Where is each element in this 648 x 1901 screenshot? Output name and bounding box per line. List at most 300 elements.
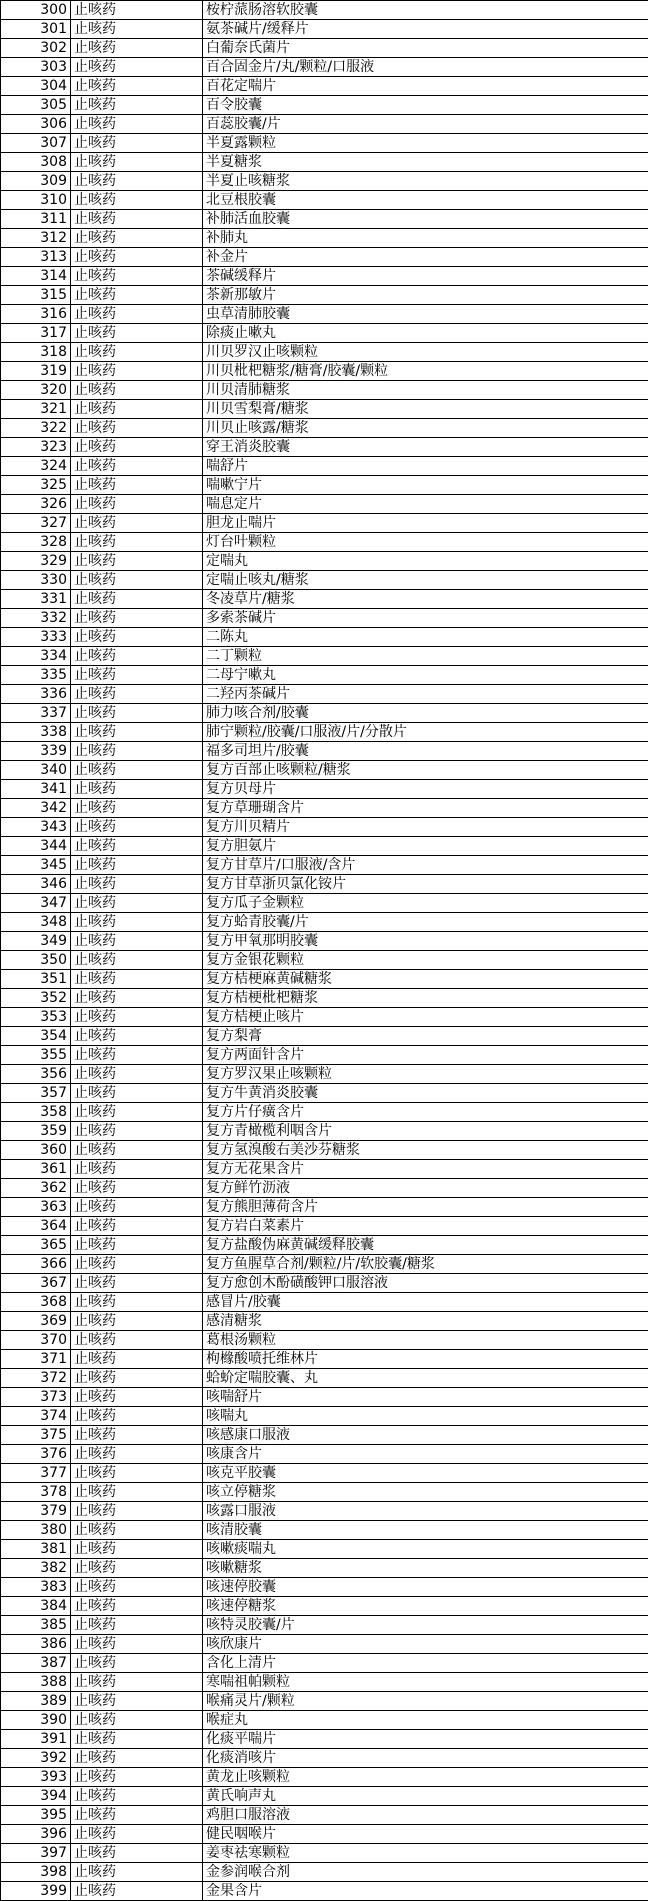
drug-name-cell: 氨茶碱片/缓释片 [203,20,648,39]
table-row [1,1407,648,1426]
row-number-cell: 354 [1,1027,71,1046]
category-cell: 止咳药 [71,1711,203,1730]
drug-name-cell: 咳康含片 [203,1445,648,1464]
table-row [1,1654,648,1673]
drug-name-cell: 茶新那敏片 [203,286,648,305]
table-row [1,1084,648,1103]
row-number-cell: 384 [1,1597,71,1616]
row-number-cell: 375 [1,1426,71,1445]
category-cell: 止咳药 [71,514,203,533]
drug-name-cell: 咳立停糖浆 [203,1483,648,1502]
table-row [1,932,648,951]
table-row [1,134,648,153]
table-row [1,1825,648,1844]
row-number-cell: 353 [1,1008,71,1027]
category-cell: 止咳药 [71,96,203,115]
row-number-cell: 355 [1,1046,71,1065]
category-cell: 止咳药 [71,799,203,818]
table-row [1,1559,648,1578]
row-number-cell: 352 [1,989,71,1008]
table-row [1,1255,648,1274]
table-row [1,20,648,39]
row-number-cell: 302 [1,39,71,58]
table-row [1,875,648,894]
row-number-cell: 342 [1,799,71,818]
row-number-cell: 312 [1,229,71,248]
category-cell: 止咳药 [71,134,203,153]
row-number-cell: 310 [1,191,71,210]
row-number-cell: 346 [1,875,71,894]
table-row [1,362,648,381]
drug-name-cell: 复方岩白菜素片 [203,1217,648,1236]
category-cell: 止咳药 [71,818,203,837]
row-number-cell: 381 [1,1540,71,1559]
drug-name-cell: 化痰平喘片 [203,1730,648,1749]
category-cell: 止咳药 [71,1198,203,1217]
category-cell: 止咳药 [71,1103,203,1122]
table-row [1,1483,648,1502]
table-row [1,1863,648,1882]
table-row [1,1046,648,1065]
row-number-cell: 363 [1,1198,71,1217]
drug-name-cell: 复方桔梗止咳片 [203,1008,648,1027]
row-number-cell: 300 [1,1,71,20]
row-number-cell: 351 [1,970,71,989]
table-row [1,419,648,438]
drug-name-cell: 川贝枇杷糖浆/糖膏/胶囊/颗粒 [203,362,648,381]
table-row [1,1198,648,1217]
category-cell: 止咳药 [71,989,203,1008]
category-cell: 止咳药 [71,1141,203,1160]
row-number-cell: 333 [1,628,71,647]
row-number-cell: 345 [1,856,71,875]
drug-name-cell: 补肺丸 [203,229,648,248]
table-row [1,818,648,837]
drug-name-cell: 咳喘舒片 [203,1388,648,1407]
category-cell: 止咳药 [71,1825,203,1844]
category-cell: 止咳药 [71,970,203,989]
row-number-cell: 343 [1,818,71,837]
row-number-cell: 339 [1,742,71,761]
table-row [1,1844,648,1863]
table-row [1,970,648,989]
drug-name-cell: 半夏糖浆 [203,153,648,172]
drug-name-cell: 寒喘祖帕颗粒 [203,1673,648,1692]
drug-name-cell: 复方牛黄消炎胶囊 [203,1084,648,1103]
drug-name-cell: 肺力咳合剂/胶囊 [203,704,648,723]
drug-name-cell: 感冒片/胶囊 [203,1293,648,1312]
table-row [1,1730,648,1749]
category-cell: 止咳药 [71,1464,203,1483]
row-number-cell: 358 [1,1103,71,1122]
row-number-cell: 344 [1,837,71,856]
row-number-cell: 315 [1,286,71,305]
category-cell: 止咳药 [71,1730,203,1749]
category-cell: 止咳药 [71,951,203,970]
row-number-cell: 324 [1,457,71,476]
row-number-cell: 371 [1,1350,71,1369]
table-row [1,1,648,20]
drug-name-cell: 百花定喘片 [203,77,648,96]
table-row [1,1540,648,1559]
row-number-cell: 303 [1,58,71,77]
drug-name-cell: 复方金银花颗粒 [203,951,648,970]
table-row [1,723,648,742]
drug-name-cell: 复方瓜子金颗粒 [203,894,648,913]
row-number-cell: 378 [1,1483,71,1502]
drug-name-cell: 咳嗽糖浆 [203,1559,648,1578]
table-row [1,1274,648,1293]
table-row [1,58,648,77]
row-number-cell: 368 [1,1293,71,1312]
drug-name-cell: 二母宁嗽丸 [203,666,648,685]
category-cell: 止咳药 [71,58,203,77]
row-number-cell: 317 [1,324,71,343]
drug-name-cell: 姜枣祛寒颗粒 [203,1844,648,1863]
table-row [1,533,648,552]
drug-name-cell: 咳欣康片 [203,1635,648,1654]
drug-name-cell: 咳喘丸 [203,1407,648,1426]
category-cell: 止咳药 [71,381,203,400]
category-cell: 止咳药 [71,1787,203,1806]
drug-name-cell: 咳克平胶囊 [203,1464,648,1483]
category-cell: 止咳药 [71,1084,203,1103]
row-number-cell: 370 [1,1331,71,1350]
row-number-cell: 308 [1,153,71,172]
drug-name-cell: 复方蛤青胶囊/片 [203,913,648,932]
drug-name-cell: 复方罗汉果止咳颗粒 [203,1065,648,1084]
drug-name-cell: 复方桔梗枇杷糖浆 [203,989,648,1008]
drug-name-cell: 多索茶碱片 [203,609,648,628]
drug-name-cell: 咳速停胶囊 [203,1578,648,1597]
category-cell: 止咳药 [71,495,203,514]
category-cell: 止咳药 [71,932,203,951]
category-cell: 止咳药 [71,1635,203,1654]
table-row [1,1312,648,1331]
category-cell: 止咳药 [71,39,203,58]
row-number-cell: 362 [1,1179,71,1198]
category-cell: 止咳药 [71,324,203,343]
drug-name-cell: 喉症丸 [203,1711,648,1730]
category-cell: 止咳药 [71,837,203,856]
category-cell: 止咳药 [71,685,203,704]
drug-name-cell: 二丁颗粒 [203,647,648,666]
row-number-cell: 367 [1,1274,71,1293]
drug-name-cell: 川贝罗汉止咳颗粒 [203,343,648,362]
category-cell: 止咳药 [71,362,203,381]
row-number-cell: 360 [1,1141,71,1160]
drug-name-cell: 感清糖浆 [203,1312,648,1331]
table-row [1,1426,648,1445]
drug-name-cell: 川贝止咳露/糖浆 [203,419,648,438]
category-cell: 止咳药 [71,1844,203,1863]
row-number-cell: 340 [1,761,71,780]
row-number-cell: 359 [1,1122,71,1141]
row-number-cell: 313 [1,248,71,267]
category-cell: 止咳药 [71,210,203,229]
table-row [1,1122,648,1141]
table-row [1,115,648,134]
category-cell: 止咳药 [71,1388,203,1407]
category-cell: 止咳药 [71,1445,203,1464]
row-number-cell: 327 [1,514,71,533]
drug-name-cell: 复方盐酸伪麻黄碱缓释胶囊 [203,1236,648,1255]
category-cell: 止咳药 [71,856,203,875]
drug-name-cell: 半夏止咳糖浆 [203,172,648,191]
table-row [1,1882,648,1901]
table-row [1,286,648,305]
row-number-cell: 393 [1,1768,71,1787]
drug-name-cell: 定喘止咳丸/糖浆 [203,571,648,590]
drug-name-cell: 复方鱼腥草合剂/颗粒/片/软胶囊/糖浆 [203,1255,648,1274]
row-number-cell: 372 [1,1369,71,1388]
row-number-cell: 395 [1,1806,71,1825]
category-cell: 止咳药 [71,1597,203,1616]
category-cell: 止咳药 [71,704,203,723]
drug-name-cell: 补金片 [203,248,648,267]
row-number-cell: 374 [1,1407,71,1426]
category-cell: 止咳药 [71,1179,203,1198]
drug-name-cell: 复方鲜竹沥液 [203,1179,648,1198]
row-number-cell: 391 [1,1730,71,1749]
drug-name-cell: 复方愈创木酚磺酸钾口服溶液 [203,1274,648,1293]
row-number-cell: 386 [1,1635,71,1654]
drug-name-cell: 咳特灵胶囊/片 [203,1616,648,1635]
drug-name-cell: 川贝清肺糖浆 [203,381,648,400]
drug-name-cell: 冬凌草片/糖浆 [203,590,648,609]
category-cell: 止咳药 [71,1160,203,1179]
category-cell: 止咳药 [71,1274,203,1293]
category-cell: 止咳药 [71,761,203,780]
table-row [1,324,648,343]
table-row [1,1331,648,1350]
table-row [1,685,648,704]
row-number-cell: 388 [1,1673,71,1692]
table-row [1,1369,648,1388]
category-cell: 止咳药 [71,1350,203,1369]
table-row [1,1578,648,1597]
category-cell: 止咳药 [71,1673,203,1692]
category-cell: 止咳药 [71,286,203,305]
table-row [1,742,648,761]
table-row [1,1445,648,1464]
category-cell: 止咳药 [71,305,203,324]
table-row [1,153,648,172]
category-cell: 止咳药 [71,552,203,571]
drug-name-cell: 含化上清片 [203,1654,648,1673]
row-number-cell: 356 [1,1065,71,1084]
drug-name-cell: 茶碱缓释片 [203,267,648,286]
table-row [1,1597,648,1616]
table-row [1,1768,648,1787]
drug-name-cell: 葛根汤颗粒 [203,1331,648,1350]
category-cell: 止咳药 [71,400,203,419]
category-cell: 止咳药 [71,1065,203,1084]
table-row [1,172,648,191]
drug-name-cell: 虫草清肺胶囊 [203,305,648,324]
category-cell: 止咳药 [71,647,203,666]
table-row [1,571,648,590]
drug-name-cell: 复方氢溴酸右美沙芬糖浆 [203,1141,648,1160]
row-number-cell: 398 [1,1863,71,1882]
drug-name-cell: 复方熊胆薄荷含片 [203,1198,648,1217]
category-cell: 止咳药 [71,1559,203,1578]
row-number-cell: 305 [1,96,71,115]
row-number-cell: 383 [1,1578,71,1597]
drug-name-cell: 鸡胆口服溶液 [203,1806,648,1825]
row-number-cell: 321 [1,400,71,419]
row-number-cell: 326 [1,495,71,514]
table-row [1,1711,648,1730]
row-number-cell: 380 [1,1521,71,1540]
table-row [1,609,648,628]
table-row [1,894,648,913]
category-cell: 止咳药 [71,1293,203,1312]
table-row [1,39,648,58]
category-cell: 止咳药 [71,1008,203,1027]
table-row [1,647,648,666]
category-cell: 止咳药 [71,533,203,552]
table-row [1,1806,648,1825]
drug-name-cell: 金果含片 [203,1882,648,1901]
category-cell: 止咳药 [71,248,203,267]
table-row [1,1521,648,1540]
row-number-cell: 382 [1,1559,71,1578]
category-cell: 止咳药 [71,419,203,438]
table-row [1,229,648,248]
drug-name-cell: 复方片仔癀含片 [203,1103,648,1122]
drug-name-cell: 复方青橄榄利咽含片 [203,1122,648,1141]
row-number-cell: 329 [1,552,71,571]
row-number-cell: 348 [1,913,71,932]
row-number-cell: 316 [1,305,71,324]
drug-name-cell: 二陈丸 [203,628,648,647]
row-number-cell: 319 [1,362,71,381]
table-row [1,400,648,419]
drug-name-cell: 复方胆氨片 [203,837,648,856]
drug-name-cell: 复方甲氧那明胶囊 [203,932,648,951]
table-row [1,1673,648,1692]
row-number-cell: 304 [1,77,71,96]
row-number-cell: 347 [1,894,71,913]
table-row [1,1350,648,1369]
table-row [1,1008,648,1027]
table-row [1,248,648,267]
drug-name-cell: 黄氏响声丸 [203,1787,648,1806]
drug-name-cell: 复方桔梗麻黄碱糖浆 [203,970,648,989]
table-row [1,267,648,286]
table-row [1,1236,648,1255]
drug-name-cell: 复方川贝精片 [203,818,648,837]
row-number-cell: 350 [1,951,71,970]
table-row [1,476,648,495]
row-number-cell: 337 [1,704,71,723]
drug-name-cell: 补肺活血胶囊 [203,210,648,229]
category-cell: 止咳药 [71,438,203,457]
row-number-cell: 373 [1,1388,71,1407]
row-number-cell: 332 [1,609,71,628]
table-row [1,1179,648,1198]
table-row [1,761,648,780]
category-cell: 止咳药 [71,1806,203,1825]
drug-name-cell: 复方梨膏 [203,1027,648,1046]
table-row [1,799,648,818]
category-cell: 止咳药 [71,1217,203,1236]
drug-name-cell: 复方甘草片/口服液/含片 [203,856,648,875]
row-number-cell: 331 [1,590,71,609]
table-row [1,666,648,685]
table-row [1,590,648,609]
drug-name-cell: 金参润喉合剂 [203,1863,648,1882]
category-cell: 止咳药 [71,913,203,932]
row-number-cell: 318 [1,343,71,362]
table-row [1,191,648,210]
row-number-cell: 385 [1,1616,71,1635]
drug-name-cell: 咳感康口服液 [203,1426,648,1445]
drug-name-cell: 川贝雪梨膏/糖浆 [203,400,648,419]
drug-name-cell: 复方贝母片 [203,780,648,799]
table-row [1,913,648,932]
category-cell: 止咳药 [71,780,203,799]
drug-name-cell: 复方草珊瑚含片 [203,799,648,818]
category-cell: 止咳药 [71,1122,203,1141]
category-cell: 止咳药 [71,457,203,476]
category-cell: 止咳药 [71,571,203,590]
row-number-cell: 336 [1,685,71,704]
row-number-cell: 306 [1,115,71,134]
category-cell: 止咳药 [71,723,203,742]
category-cell: 止咳药 [71,172,203,191]
category-cell: 止咳药 [71,1616,203,1635]
table-row [1,1293,648,1312]
category-cell: 止咳药 [71,1407,203,1426]
drug-name-cell: 复方甘草浙贝氯化铵片 [203,875,648,894]
table-row [1,514,648,533]
drug-name-cell: 半夏露颗粒 [203,134,648,153]
drug-name-cell: 桉柠蒎肠溶软胶囊 [203,1,648,20]
drug-name-cell: 喘息定片 [203,495,648,514]
category-cell: 止咳药 [71,666,203,685]
row-number-cell: 357 [1,1084,71,1103]
row-number-cell: 399 [1,1882,71,1901]
category-cell: 止咳药 [71,609,203,628]
category-cell: 止咳药 [71,1369,203,1388]
drug-name-cell: 蛤蚧定喘胶囊、丸 [203,1369,648,1388]
table-row [1,1616,648,1635]
drug-name-cell: 肺宁颗粒/胶囊/口服液/片/分散片 [203,723,648,742]
table-row [1,1502,648,1521]
table-row [1,1217,648,1236]
row-number-cell: 369 [1,1312,71,1331]
row-number-cell: 349 [1,932,71,951]
table-row [1,780,648,799]
table-row [1,96,648,115]
row-number-cell: 397 [1,1844,71,1863]
drug-name-cell: 北豆根胶囊 [203,191,648,210]
drug-name-cell: 百合固金片/丸/颗粒/口服液 [203,58,648,77]
category-cell: 止咳药 [71,1882,203,1901]
category-cell: 止咳药 [71,1540,203,1559]
table-row [1,704,648,723]
row-number-cell: 376 [1,1445,71,1464]
category-cell: 止咳药 [71,1654,203,1673]
table-row [1,305,648,324]
table-row [1,951,648,970]
drug-name-cell: 定喘丸 [203,552,648,571]
row-number-cell: 322 [1,419,71,438]
row-number-cell: 377 [1,1464,71,1483]
category-cell: 止咳药 [71,1521,203,1540]
